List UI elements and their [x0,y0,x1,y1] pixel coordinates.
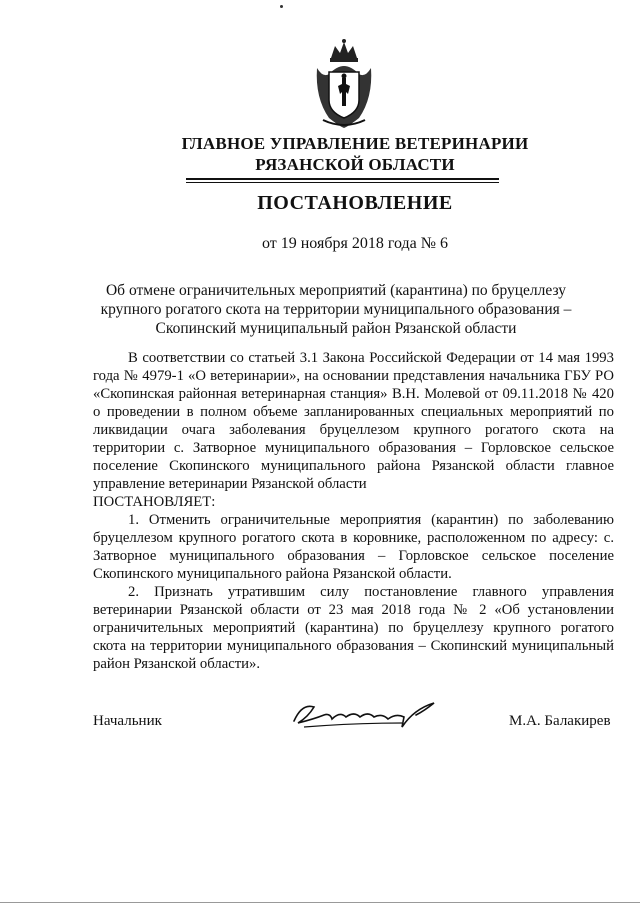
signatory-name: М.А. Балакирев [509,713,611,729]
document-body [93,349,614,673]
document-subject [100,281,572,338]
resolves-heading: ПОСТАНОВЛЯЕТ: [93,494,216,510]
header-rule-thin [186,182,499,183]
signatory-role: Начальник [93,713,162,729]
header-rule-thick [186,178,499,180]
org-name-line2: РЯЗАНСКОЙ ОБЛАСТИ [255,155,455,174]
item-2-paragraph: 2. Признать утратившим силу постановление главного управления ветеринарии Рязанской области от 23 мая 2018 года № 2 «Об установлении ограничительных мероприятий (карантина) по бруцеллезу крупного рогатого скота на территории муниципального образования – Скопинский муниципальный район Рязанской области». [93,584,614,672]
org-name-line1: ГЛАВНОЕ УПРАВЛЕНИЕ ВЕТЕРИНАРИИ [181,134,529,153]
coat-of-arms-icon [309,38,379,130]
item-1-paragraph: 1. Отменить ограничительные мероприятия (карантин) по заболеванию бруцеллезом крупного рогатого скота в коровнике, расположенном по адресу: с. Затворное муниципального образования – Горловское сельское поселение Скопинского муниципального района Рязанской области. [93,512,614,582]
subject-line: крупного рогатого скота на территории муниципального образования – [100,301,572,318]
document-type: ПОСТАНОВЛЕНИЕ [257,192,453,214]
scan-speck [280,5,283,8]
subject-line: Скопинский муниципальный район Рязанской области [155,320,517,337]
scan-edge-line [0,902,640,903]
subject-line: Об отмене ограничительных мероприятий (карантина) по бруцеллезу [105,282,567,299]
document-date-number: от 19 ноября 2018 года № 6 [261,235,449,252]
handwritten-signature [284,693,444,733]
preamble-paragraph: В соответствии со статьей 3.1 Закона Российской Федерации от 14 мая 1993 года № 4979-1 «О ветеринарии», на основании представления начальника ГБУ РО «Скопинская районная ветеринарная станция» В.Н. Молевой от 09.11.2018 № 420 о проведении в полном объеме запланированных специальных мероприятий по ликвидации очага заболевания бруцеллезом крупного рогатого скота на территории с. Затворное муниципального образования – Горловское сельское поселение Скопинского муниципального района Рязанской области главное управление ветеринарии Рязанской области [93,350,614,492]
